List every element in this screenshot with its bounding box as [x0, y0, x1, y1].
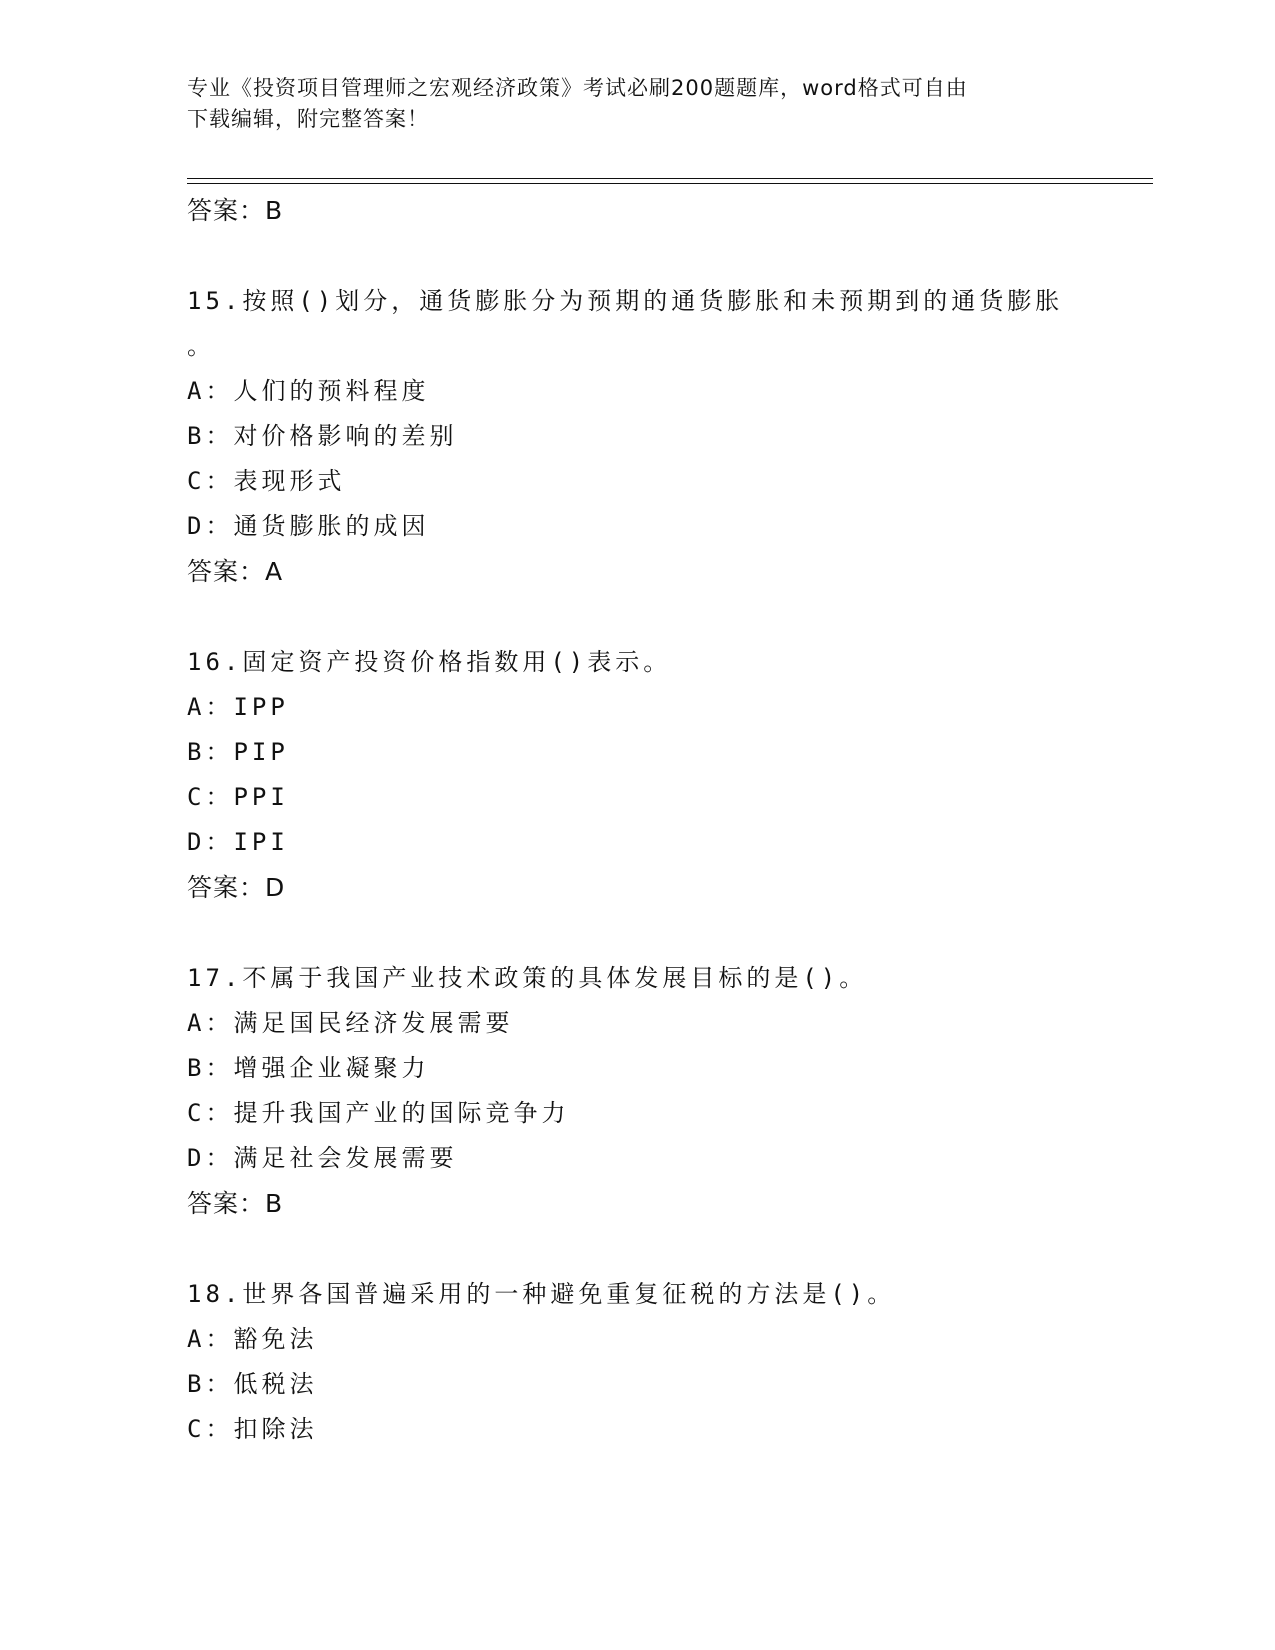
option-c: C：表现形式	[187, 467, 346, 495]
question-list	[187, 188, 1147, 1452]
question-15	[187, 279, 1147, 594]
answer-line: 答案：B	[187, 196, 284, 225]
option-c: C：提升我国产业的国际竞争力	[187, 1099, 570, 1127]
answer-line: 答案：B	[187, 1189, 284, 1218]
question-stem: 18.世界各国普遍采用的一种避免重复征税的方法是()。	[187, 1280, 896, 1308]
option-b: B：增强企业凝聚力	[187, 1054, 430, 1082]
header-line-2: 下载编辑，附完整答案！	[187, 107, 429, 131]
option-b: B：PIP	[187, 738, 289, 766]
option-b: B：低税法	[187, 1370, 318, 1398]
option-a: A：豁免法	[187, 1325, 318, 1353]
option-d: D：通货膨胀的成因	[187, 512, 430, 540]
option-d: D：IPI	[187, 828, 289, 856]
option-c: C：扣除法	[187, 1415, 318, 1443]
option-a: A：IPP	[187, 693, 289, 721]
option-a: A：满足国民经济发展需要	[187, 1009, 514, 1037]
answer-line: 答案：A	[187, 557, 284, 586]
question-stem-continuation: 。	[187, 332, 215, 360]
header-line-1: 专业《投资项目管理师之宏观经济政策》考试必刷200题题库，word格式可自由	[187, 76, 968, 100]
question-16	[187, 640, 1147, 910]
question-stem: 15.按照()划分，通货膨胀分为预期的通货膨胀和未预期到的通货膨胀	[187, 287, 1064, 315]
option-d: D：满足社会发展需要	[187, 1144, 458, 1172]
question-17	[187, 956, 1147, 1226]
option-b: B：对价格影响的差别	[187, 422, 458, 450]
header-divider	[187, 178, 1153, 184]
question-18	[187, 1272, 1147, 1452]
question-stem: 16.固定资产投资价格指数用()表示。	[187, 648, 672, 676]
option-a: A：人们的预料程度	[187, 377, 430, 405]
answer-line: 答案：D	[187, 873, 286, 902]
option-c: C：PPI	[187, 783, 289, 811]
document-header	[187, 73, 1087, 135]
question-stem: 17.不属于我国产业技术政策的具体发展目标的是()。	[187, 964, 868, 992]
